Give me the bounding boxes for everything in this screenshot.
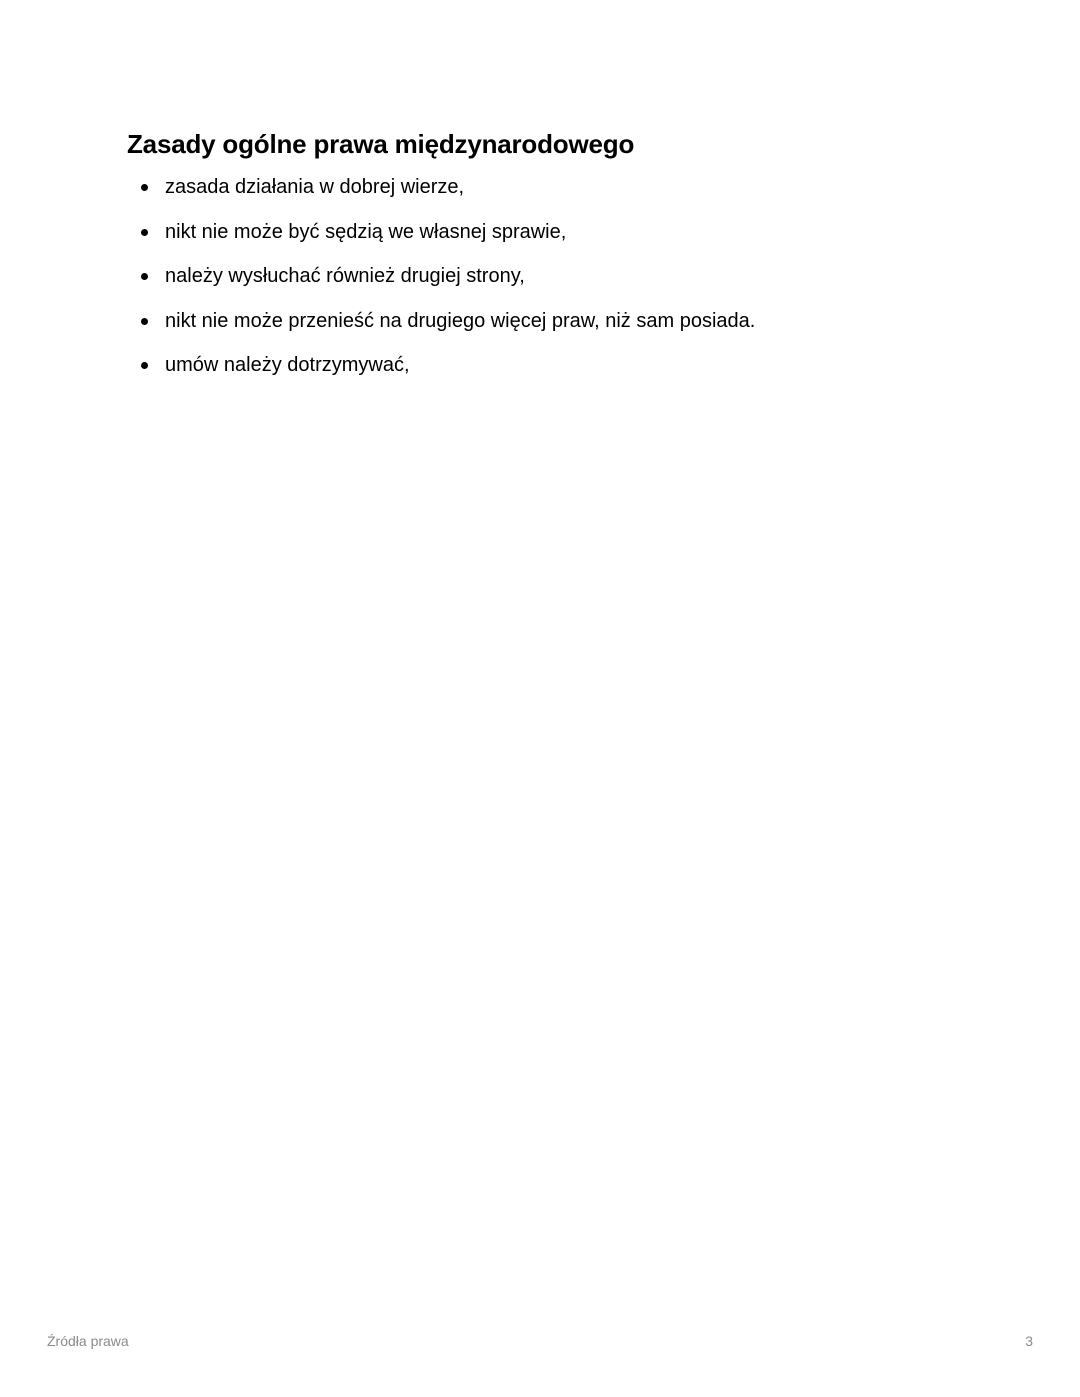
footer-page-number: 3: [1025, 1333, 1033, 1349]
bullet-icon: [141, 362, 148, 369]
bullet-icon: [141, 318, 148, 325]
list-item-text: nikt nie może przenieść na drugiego więcej praw, niż sam posiada.: [165, 309, 756, 332]
list-item-text: zasada działania w dobrej wierze,: [165, 176, 465, 198]
list-item: [0, 215, 755, 260]
bullet-icon: [141, 229, 148, 236]
list-item-text: umów należy dotrzymywać,: [165, 354, 410, 377]
list-item: [0, 304, 755, 349]
list-item-text: należy wysłuchać również drugiej strony,: [165, 265, 525, 288]
list-item: [0, 170, 755, 215]
list-item-text: nikt nie może być sędzią we własnej sprawie,: [165, 220, 567, 243]
principles-list: [0, 170, 755, 393]
list-item: [0, 259, 755, 304]
bullet-icon: [141, 273, 148, 280]
section-heading: Zasady ogólne prawa międzynarodowego: [127, 129, 635, 159]
bullet-icon: [141, 184, 148, 191]
footer-document-title: Źródła prawa: [47, 1333, 129, 1349]
list-item: [0, 348, 755, 393]
